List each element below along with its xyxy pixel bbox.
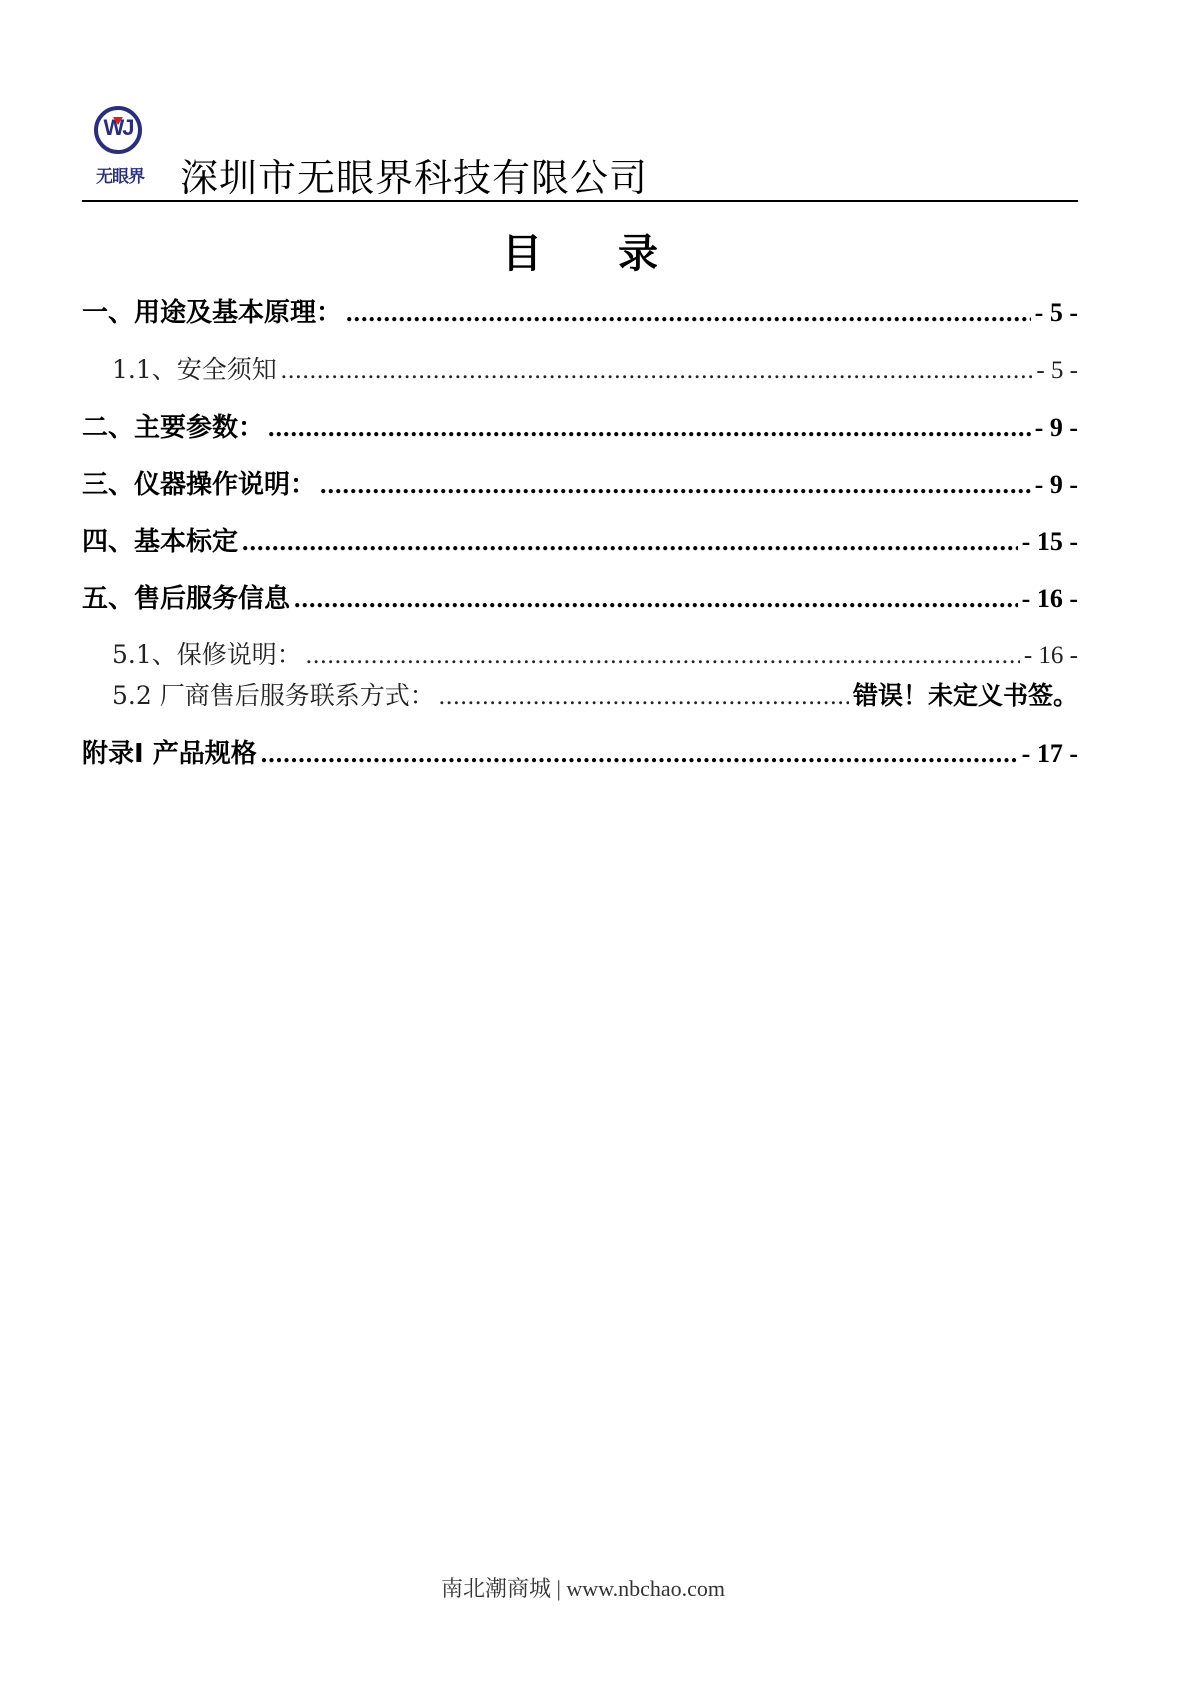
toc-entry-page: - 9 - (1034, 470, 1078, 499)
toc-leader-dots (346, 298, 1031, 328)
toc-entry-page: - 17 - (1021, 739, 1078, 768)
toc-entry-label: 二、主要参数： (82, 413, 265, 443)
toc-entry[interactable] (82, 292, 1078, 329)
toc-entry-page: - 5 - (1036, 357, 1078, 384)
toc-leader-dots (268, 413, 1031, 443)
toc-entry-label: 5.2 厂商售后服务联系方式： (112, 681, 435, 710)
toc-entry[interactable] (112, 635, 1078, 671)
toc-leader-dots (242, 527, 1018, 557)
logo-mark: WJ (103, 115, 133, 140)
toc-leader-dots (306, 642, 1020, 670)
footer-watermark: 南北潮商城 | www.nbchao.com (440, 1576, 726, 1601)
toc-entry[interactable] (82, 578, 1078, 615)
toc-entry[interactable] (112, 350, 1078, 386)
toc-title (0, 222, 1160, 279)
toc-entry-label: 附录Ⅰ 产品规格 (82, 739, 257, 769)
toc-entry[interactable] (82, 733, 1078, 770)
toc-entry-page: - 5 - (1034, 298, 1078, 327)
toc-entry-label: 三、仪器操作说明： (82, 470, 317, 500)
toc-entry-page: - 15 - (1021, 527, 1078, 556)
company-name: 深圳市无眼界科技有限公司 (180, 156, 649, 200)
company-logo (86, 106, 154, 192)
logo-text: 无眼界 (96, 167, 144, 187)
toc-title-char: 目 (502, 231, 542, 277)
toc-entry-label: 5.1、保修说明： (112, 640, 302, 669)
toc-entry-label: 1.1、安全须知 (112, 355, 277, 384)
toc-entry[interactable] (82, 464, 1078, 501)
logo-red-triangle-icon (113, 117, 123, 125)
toc-leader-dots (320, 470, 1031, 500)
toc-entry-label: 五、售后服务信息 (82, 584, 291, 614)
toc-entry[interactable] (112, 676, 1078, 712)
toc-entry-label: 一、用途及基本原理： (82, 298, 343, 328)
toc-entry-page: - 16 - (1023, 642, 1078, 669)
toc-entry-label: 四、基本标定 (82, 527, 239, 557)
toc-leader-dots (294, 584, 1018, 614)
header-divider (82, 200, 1078, 202)
toc-leader-dots (281, 357, 1033, 385)
toc-bookmark-error: 错误！未定义书签。 (852, 681, 1078, 710)
toc-entry-page: - 9 - (1034, 413, 1078, 442)
toc-leader-dots (261, 739, 1018, 769)
toc-entry[interactable] (82, 521, 1078, 558)
toc-title-char: 录 (618, 231, 658, 277)
toc-entry[interactable] (82, 407, 1078, 444)
toc-entry-page: - 16 - (1021, 584, 1078, 613)
toc-leader-dots (439, 683, 849, 711)
